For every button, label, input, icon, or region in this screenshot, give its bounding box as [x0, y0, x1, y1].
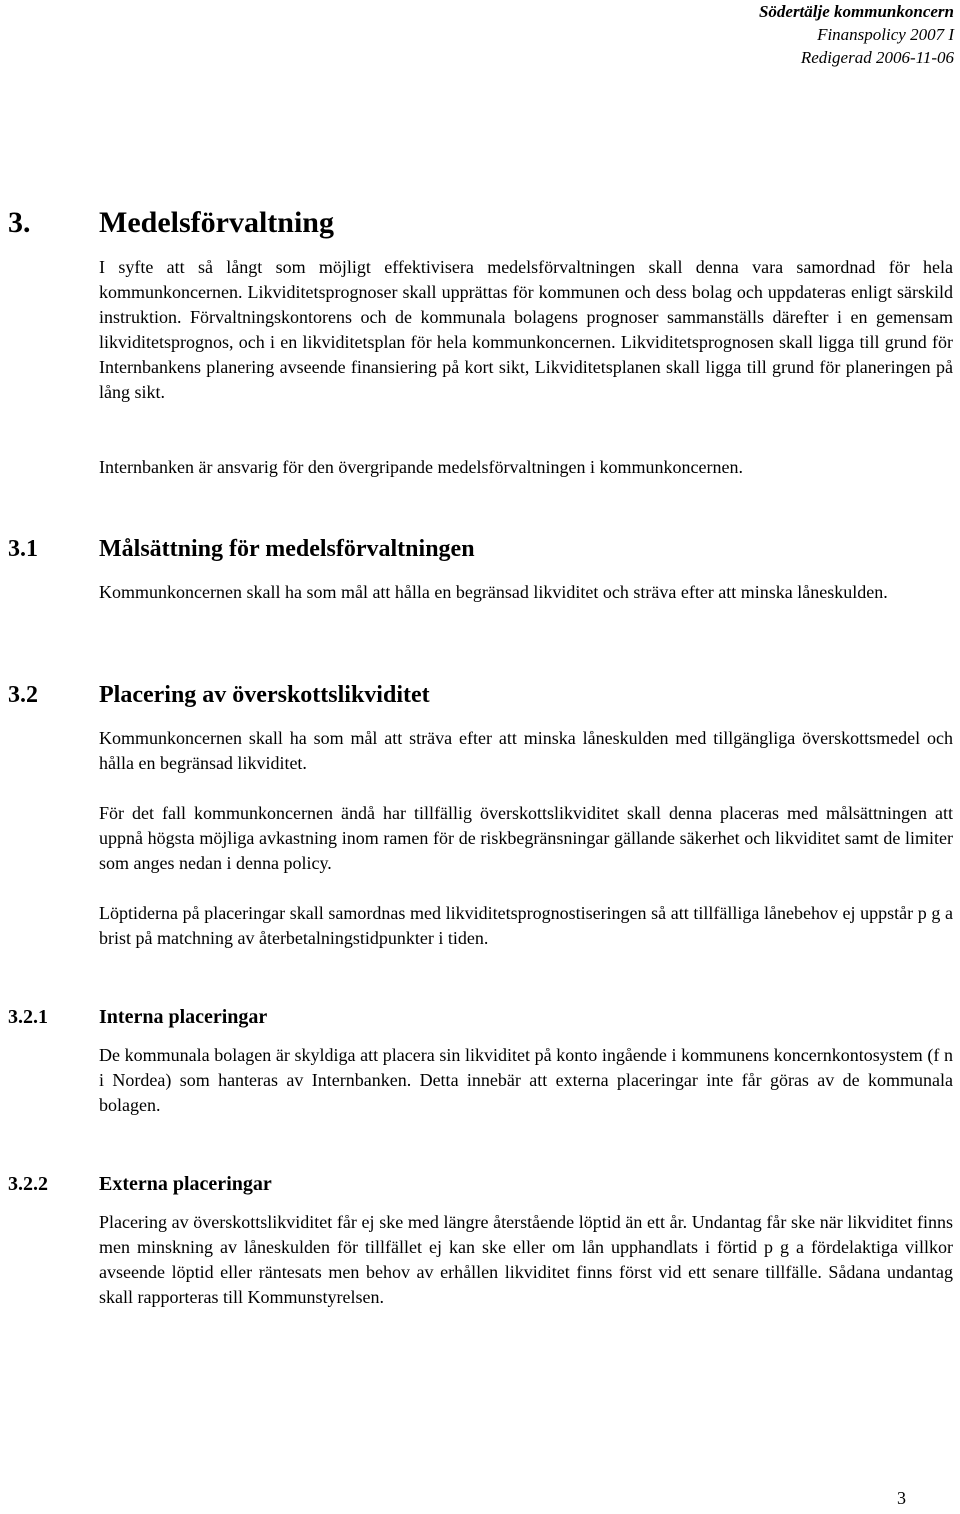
section-3-2-paragraph-2: För det fall kommunkoncernen ändå har tillfällig överskottslikviditet skall denna placeras med målsättningen att uppnå högsta möjliga avkastning inom ramen för de riskbegränsningar gällande säkerhet och likviditet samt de limiter som anges nedan i denna policy.	[99, 803, 953, 873]
section-number: 3.2	[8, 682, 38, 708]
section-number: 3.2.2	[8, 1173, 48, 1195]
section-3-heading	[8, 205, 334, 241]
header-document: Finanspolicy 2007 I	[817, 25, 954, 44]
page-number: 3	[897, 1488, 906, 1508]
section-title: Medelsförvaltning	[99, 206, 334, 239]
section-3-paragraph-1: I syfte att så långt som möjligt effektivisera medelsförvaltningen skall denna vara samordnad för hela kommunkoncernen. Likviditetsprognoser skall upprättas för kommunen och dess bolag och uppdateras enligt särskild instruktion. Förvaltningskontorens och de kommunala bolagens prognoser sammanställs därefter i en gemensam likviditetsprognos, och i en likviditetsplan för hela kommunkoncernen. Likviditetsprognosen skall ligga till grund för Internbankens planering avseende finansiering på kort sikt, Likviditetsplanen skall ligga till grund för planeringen på lång sikt.	[99, 257, 953, 402]
section-number: 3.1	[8, 536, 38, 562]
section-number: 3.	[8, 206, 31, 239]
section-number: 3.2.1	[8, 1006, 48, 1028]
section-3-paragraph-2: Internbanken är ansvarig för den övergripande medelsförvaltningen i kommunkoncernen.	[99, 457, 743, 477]
section-3-2-1-heading	[8, 1004, 267, 1030]
page-header	[759, 0, 954, 69]
header-organization: Södertälje kommunkoncern	[758, 2, 954, 21]
section-3-2-paragraph-1: Kommunkoncernen skall ha som mål att sträva efter att minska låneskulden med tillgängliga överskottsmedel och hålla en begränsad likviditet.	[99, 728, 953, 773]
section-3-2-2-heading	[8, 1171, 272, 1197]
section-3-2-2-paragraph-1: Placering av överskottslikviditet får ej ske med längre återstående löptid än ett år. Undantag får ske när likviditet finns men minskning av låneskulden för tillfället ej kan ske eller om lån upphandlats i förtid p g a fördelaktiga villkor avseende löptid eller räntesats men behov av erhållen likviditet finns först vid ett senare tillfälle. Sådana undantag skall rapporteras till Kommunstyrelsen.	[99, 1212, 953, 1307]
section-3-2-paragraph-3: Löptiderna på placeringar skall samordnas med likviditetsprognostiseringen så att tillfälliga lånebehov ej uppstår p g a brist på matchning av återbetalningstidpunkter i tiden.	[99, 903, 953, 948]
section-title: Interna placeringar	[99, 1006, 268, 1028]
section-title: Placering av överskottslikviditet	[99, 682, 430, 708]
section-3-2-1-paragraph-1: De kommunala bolagen är skyldiga att placera sin likviditet på konto ingående i kommunens koncernkontosystem (f n i Nordea) som hanteras av Internbanken. Detta innebär att externa placeringar inte får göras av de kommunala bolagen.	[99, 1045, 953, 1115]
section-3-2-heading	[8, 680, 430, 710]
section-3-1-paragraph-1: Kommunkoncernen skall ha som mål att hålla en begränsad likviditet och sträva efter att minska låneskulden.	[99, 582, 888, 602]
section-title: Externa placeringar	[99, 1173, 272, 1195]
section-title: Målsättning för medelsförvaltningen	[99, 536, 475, 562]
section-3-1-heading	[8, 534, 475, 564]
header-revised-date: Redigerad 2006-11-06	[800, 48, 954, 67]
